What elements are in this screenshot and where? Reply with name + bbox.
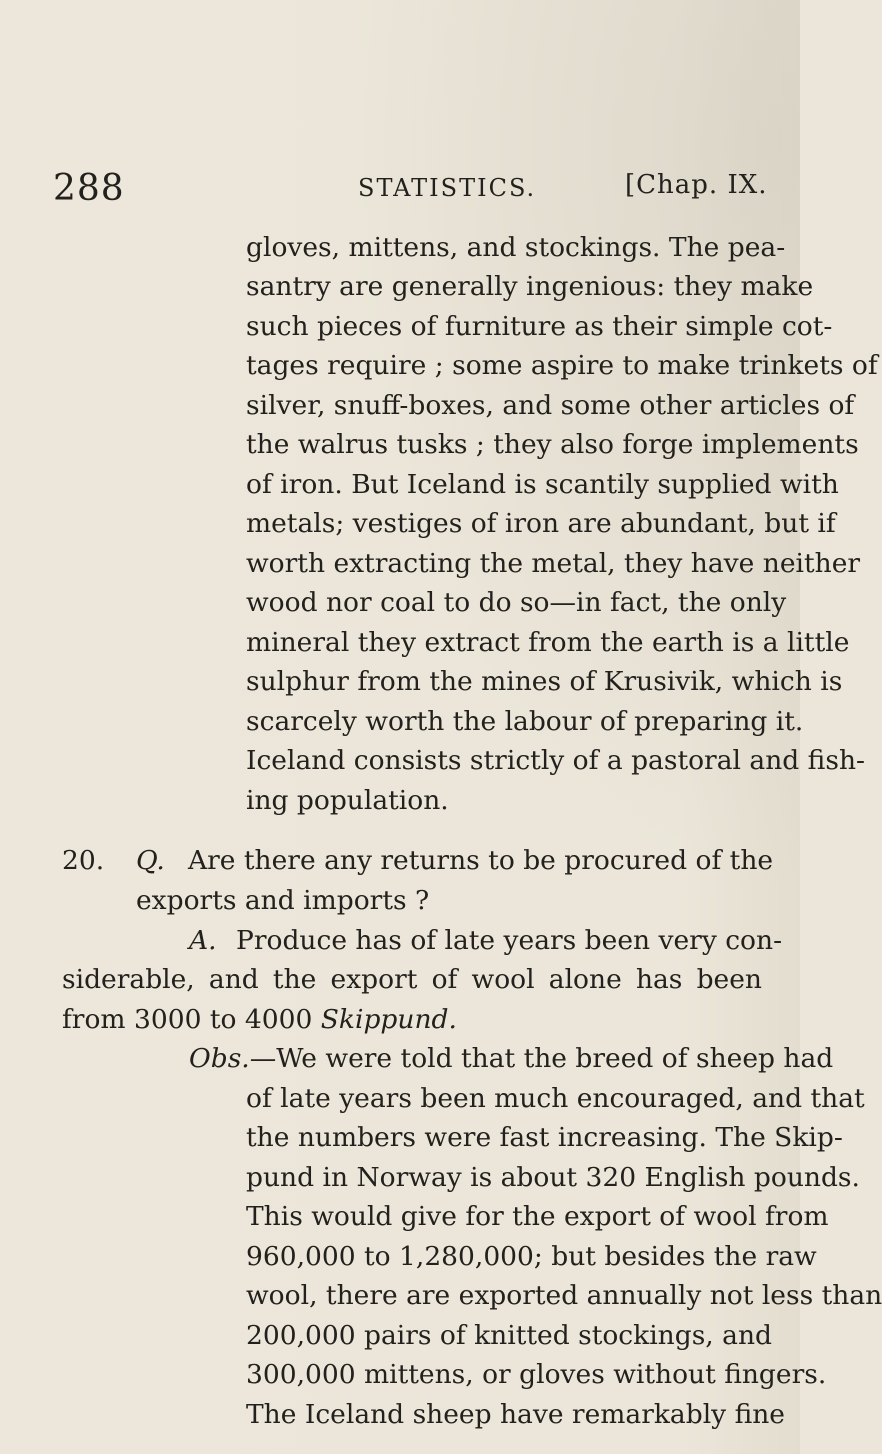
- answer-label: A.: [189, 925, 217, 956]
- text-line: This would give for the export of wool from: [246, 1201, 829, 1232]
- skippund-term: Skippund.: [320, 1004, 457, 1035]
- page-number: 288: [53, 168, 125, 209]
- text-line: silver, snuff-boxes, and some other articles of: [246, 390, 855, 421]
- text-line: 960,000 to 1,280,000; but besides the raw: [246, 1241, 817, 1272]
- running-head: STATISTICS.: [358, 174, 537, 202]
- text-line: such pieces of furniture as their simple cot-: [246, 311, 833, 342]
- text-segment: from 3000 to 4000: [62, 1004, 313, 1035]
- text-line: sulphur from the mines of Krusivik, which is: [246, 666, 843, 697]
- text-line: metals; vestiges of iron are abundant, but if: [246, 508, 836, 539]
- text-line: the numbers were fast increasing. The Skip-: [246, 1122, 843, 1153]
- text-line: mineral they extract from the earth is a little: [246, 627, 850, 658]
- text-line: The Iceland sheep have remarkably fine: [246, 1399, 785, 1430]
- text-segment: —We were told that the breed of sheep had: [249, 1043, 834, 1074]
- observation-label: Obs.: [189, 1043, 250, 1074]
- text-line: exports and imports ?: [136, 885, 430, 916]
- text-line: the walrus tusks ; they also forge implements: [246, 429, 859, 460]
- text-line: tages require ; some aspire to make trinkets of: [246, 350, 878, 381]
- question-number: 20.: [62, 845, 105, 876]
- text-line: wool, there are exported annually not less than: [246, 1280, 882, 1311]
- text-line: santry are generally ingenious: they make: [246, 271, 814, 302]
- text-line: Iceland consists strictly of a pastoral and fish-: [246, 745, 865, 776]
- text-line: scarcely worth the labour of preparing it.: [246, 706, 804, 737]
- text-line: ing population.: [246, 785, 449, 816]
- text-line: siderable, and the export of wool alone has been: [62, 964, 762, 995]
- chapter-reference: [Chap. IX.: [625, 170, 768, 200]
- text-line: of late years been much encouraged, and that: [246, 1083, 865, 1114]
- text-line: Produce has of late years been very con-: [236, 925, 783, 956]
- text-line: pund in Norway is about 320 English pounds.: [246, 1162, 860, 1193]
- text-line: gloves, mittens, and stockings. The pea-: [246, 232, 786, 263]
- text-line: 200,000 pairs of knitted stockings, and: [246, 1320, 772, 1351]
- text-line: 300,000 mittens, or gloves without fingers.: [246, 1359, 827, 1390]
- text-line: worth extracting the metal, they have neither: [246, 548, 861, 579]
- text-line: [62, 1005, 457, 1037]
- text-line: Are there any returns to be procured of the: [188, 845, 774, 876]
- text-line: [189, 1043, 834, 1076]
- question-label: Q.: [136, 845, 165, 876]
- text-line: of iron. But Iceland is scantily supplied with: [246, 469, 839, 500]
- text-line: wood nor coal to do so—in fact, the only: [246, 587, 787, 618]
